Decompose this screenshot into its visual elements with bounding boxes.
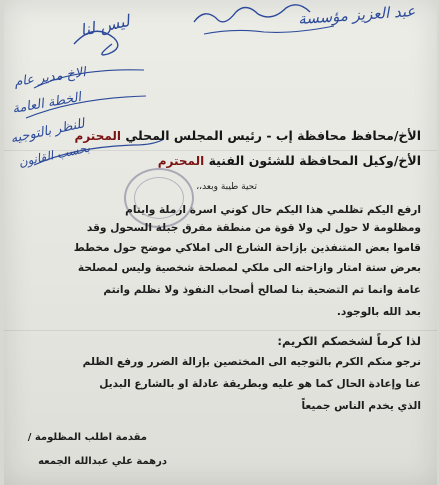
addressee-line-2 — [158, 153, 421, 168]
fold-line — [4, 330, 437, 331]
respected-tag-2: المحترم — [157, 154, 205, 168]
request-heading: لذا كرماً لشخصكم الكريم: — [277, 334, 421, 348]
body-line-6: بعد الله بالوجود. — [336, 306, 421, 318]
handwritten-note-left-3: للنظر بالتوجيه — [9, 116, 87, 147]
addressee-title-2: الأخ/وكيل المحافظة للشئون الفنية — [208, 153, 421, 168]
body-line-2: ومظلومة لا حول لي ولا قوة من منطقة مفرق جبلة السحول وقد — [86, 222, 421, 234]
handwritten-note-left-2: الخطة العامة — [11, 90, 83, 117]
request-line-3: الذي يخدم الناس جميعاً — [301, 400, 421, 412]
body-line-4: بعرض ستة امتار وازاحته الى ملكي لمصلحة شخصية وليس لمصلحة — [77, 262, 421, 274]
handwritten-note-left-4: بحسب القانون — [17, 140, 92, 170]
handwritten-note-left-1: الاخ مدير عام — [13, 65, 87, 90]
body-line-1: ارفع اليكم تظلمي هذا اليكم حال كوني اسرة ارملة وايتام — [125, 204, 421, 216]
body-line-5: عامة وانما تم التضحية بنا لصالح أصحاب النفوذ ولا نظلم وانتم — [103, 284, 421, 296]
request-line-1: نرجو منكم الكرم بالتوجيه الى المختصين بإزالة الضرر ورفع الظلم — [82, 356, 421, 368]
handwritten-note-top-right: عبد العزيز مؤسسة — [297, 1, 416, 29]
handwritten-note-top-left: ليس لنا — [78, 11, 132, 40]
handwriting-scribbles — [4, 0, 437, 200]
document-sheet — [4, 0, 437, 485]
signature-label: مقدمة اطلب المظلومة / — [27, 432, 147, 443]
greeting: تحية طيبة وبعد،، — [196, 182, 257, 192]
respected-tag-1: المحترم — [74, 129, 122, 143]
addressee-title-1: الأخ/محافظ محافظة إب - رئيس المجلس المحلي — [125, 128, 421, 143]
body-line-3: قاموا بعض المتنفذين بإزاحة الشارع الى املاكي موضح حول مخطط — [73, 242, 421, 254]
request-line-2: عنا وإعادة الحال كما هو عليه وبطريقة عادلة او بالشارع البديل — [99, 378, 421, 390]
addressee-line-1 — [75, 128, 421, 143]
signature-name: درهمة علي عبدالله الجمعه — [38, 456, 167, 467]
official-stamp — [124, 168, 194, 228]
